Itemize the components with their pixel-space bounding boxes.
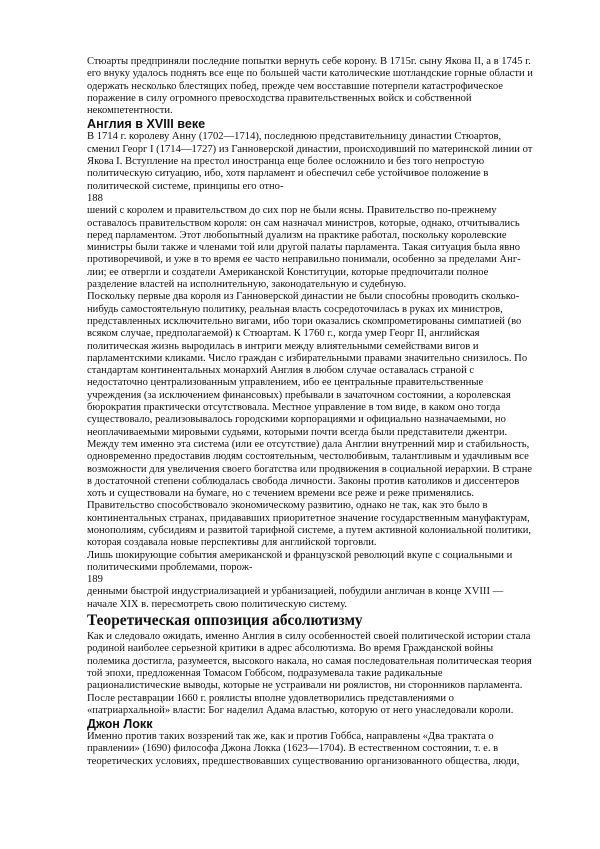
paragraph: шений с королем и правительством до сих пор не были ясны. Правительство по-прежнему оставалось правительством короля: он сам назначал министров, которые, однако, отчитывались перед парламентом. Этот любопытный дуализм на практике работал, поскольку королевские министры были также и членами той или другой палаты парламента. Такая ситуация была явно противоречивой, и уже в то время ее часто неправильно понимали, особенно за пределами Анг- лии; ее отвергли и создатели Американской Конституции, которые предпочитали полное разделение властей на исполнительную, законодательную и судебную. (87, 205, 521, 291)
paragraph: Поскольку первые два короля из Ганноверской династии не были способны проводить сколько- нибудь самостоятельную политику, реальная власть сосредоточилась в руках их министров, представленных исключительно вигами, ибо тори оказались скомпрометированы симпатией (во всяком случае, предполагаемой) к Стюартам. К 1760 г., когда умер Георг II, английская политическая жизнь выродилась в интриги между влиятельными семействами вигов и парламентскими кликами. Число граждан с избирательными правами значительно снизилось. По стандартам континентальных монархий Англия в любом случае оставалась страной с недостаточно централизованным управлением, ибо ее центральные правительственные учреждения (за исключением финансовых) пребывали в зачаточном состоянии, а королевская бюрократия практически отсутствовала. Местное управление в том виде, в каком оно тогда существовало, реализовывалось городскими корпорациями и официально назначаемыми, но неоплачиваемыми мировыми судьями, которыми почти всегда были представители джентри. (87, 291, 528, 438)
paragraph: Стюарты предприняли последние попытки вернуть себе корону. В 1715г. сыну Якова II, а в 1745 г. его внуку удалось поднять все еще по большей части католические шотландские горные области и одержать несколько блестящих побед, прежде чем восставшие потерпели катастрофическое поражение в силу огромного превосходства правительственных войск и собственной некомпетентности. (87, 56, 533, 117)
section-heading-opposition: Теоретическая оппозиция абсолютизму (87, 612, 363, 630)
paragraph: Как и следовало ожидать, именно Англия в силу особенностей своей политической истории стала родиной наиболее серьезной критики в адрес абсолютизма. Во время Гражданской войны полемика достигла, разумеется, высокого накала, но самая последовательная политическая теория той эпохи, предложенная Томасом Гоббсом, подразумевала такие радикальные рационалистические выводы, которые не устраивали ни роялистов, ни сторонников парламента. После реставрации 1660 г. роялисты вполне удовлетворились представлениями о «патриархальной» власти: Бог наделил Адама властью, которую от него унаследовали короли. (87, 631, 532, 716)
paragraph: Лишь шокирующие события американской и французской революций вкупе с социальными и политическими проблемами, порож- (87, 549, 513, 573)
document-page (87, 56, 567, 768)
paragraph: Между тем именно эта система (или ее отсутствие) дала Англии внутренний мир и стабильность, одновременно предоставив людям состоятельным, честолюбивым, талантливым и удачливым все возможности для увеличения своего богатства или продвижения в социальной иерархии. В стране в достаточной степени соблюдалась свобода личности. Законы против католиков и диссентеров хоть и существовали на бумаге, но с течением времени все реже и реже применялись. (87, 438, 533, 500)
page-number: 189 (87, 574, 103, 586)
page-number: 188 (87, 192, 103, 204)
paragraph: В 1714 г. королеву Анну (1702—1714), последнюю представительницу династии Стюартов, сменил Георг I (1714—1727) из Ганноверской династии, происходивший по материнской линии от Якова I. Вступление на престол иностранца еще более осложнило и без того непростую политическую ситуацию, ибо, хотя парламент и обеспечил себе устойчивое положение в политической системе, принципы его отно- (87, 131, 533, 192)
section-heading-england: Англия в XVIII веке (87, 117, 206, 132)
paragraph: денными быстрой индустриализацией и урбанизацией, побудили англичан в конце XVIII — начале XIX в. пересмотреть свою политическую систему. (87, 586, 504, 610)
paragraph: Именно против таких воззрений так же, как и против Гоббса, направлены «Два трактата о правлении» (1690) философа Джона Локка (1623—1704). В естественном состоянии, т. е. в теоретических условиях, предшествовавших существованию организованного общества, люди, (87, 731, 520, 767)
section-heading-locke: Джон Локк (87, 717, 153, 732)
paragraph: Правительство способствовало экономическому развитию, однако не так, как это было в континентальных странах, придававших приоритетное значение государственным мануфактурам, монополиям, субсидиям и развитой тарифной системе, а путем активной колониальной политики, которая создавала новые перспективы для английской торговли. (87, 500, 532, 549)
